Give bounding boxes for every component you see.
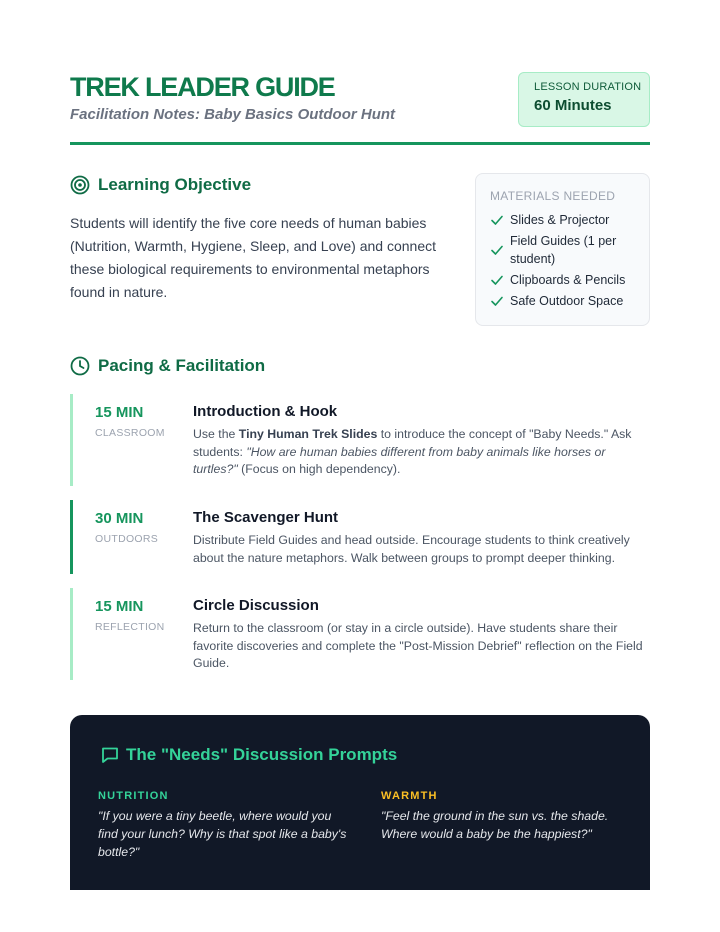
page-subtitle: Facilitation Notes: Baby Basics Outdoor Hunt (70, 106, 396, 123)
prompt-nutrition (98, 790, 348, 861)
page-title: TREK LEADER GUIDE (70, 72, 335, 102)
materials-item (490, 232, 637, 268)
learning-objective-label: Learning Objective (98, 175, 252, 194)
materials-card (475, 173, 650, 326)
materials-item (490, 271, 637, 289)
pacing-bar (70, 394, 73, 486)
pacing-time: 15 MIN (95, 598, 144, 615)
pacing-location: OUTDOORS (95, 533, 159, 545)
prompt-tag: WARMTH (381, 790, 438, 802)
materials-item-label: Field Guides (1 per student) (510, 234, 617, 266)
pacing-heading (70, 356, 265, 376)
materials-item-label: Safe Outdoor Space (510, 294, 624, 308)
pacing-title: Introduction & Hook (193, 403, 338, 420)
prompt-warmth (381, 790, 631, 843)
pacing-bar (70, 588, 73, 680)
pacing-block-intro (70, 394, 650, 486)
slides-name: Tiny Human Trek Slides (238, 427, 378, 441)
pacing-description: Use the Tiny Human Trek Slides to introduce the concept of "Baby Needs." Ask students: "How are human babies different from baby animals like horses or turtles?" (Focus on high dependency). (193, 427, 632, 476)
pacing-location: CLASSROOM (95, 427, 165, 439)
pacing-block-hunt (70, 500, 650, 574)
pacing-title: Circle Discussion (193, 597, 319, 614)
discussion-prompts-panel (70, 715, 650, 890)
clock-icon (70, 356, 90, 376)
pacing-time: 30 MIN (95, 510, 144, 527)
trek-leader-guide-page (70, 0, 650, 932)
materials-item-label: Clipboards & Pencils (510, 273, 626, 287)
hook-question: "How are human babies different from baby animals like horses or turtles?" (193, 444, 606, 476)
prompts-heading (100, 745, 397, 765)
check-icon (490, 213, 504, 227)
prompt-text: "If you were a tiny beetle, where would you find your lunch? Why is that spot like a baby's bottle?" (98, 809, 347, 859)
target-icon (70, 175, 90, 195)
pacing-title: The Scavenger Hunt (193, 509, 339, 526)
check-icon (490, 243, 504, 257)
pacing-time: 15 MIN (95, 404, 144, 421)
pacing-description: Return to the classroom (or stay in a circle outside). Have students share their favorite discoveries and complete the "Post-Mission Debrief" reflection on the Field Guide. (193, 621, 643, 670)
materials-item (490, 211, 637, 229)
pacing-label: Pacing & Facilitation (98, 356, 266, 375)
materials-item-label: Slides & Projector (510, 213, 610, 227)
prompts-label: The "Needs" Discussion Prompts (126, 745, 398, 764)
materials-title: MATERIALS NEEDED (490, 189, 616, 203)
page-header (70, 70, 650, 140)
learning-objective-heading (70, 175, 251, 195)
pacing-block-discussion (70, 588, 650, 680)
chat-bubble-icon (100, 745, 120, 765)
check-icon (490, 294, 504, 308)
pacing-description: Distribute Field Guides and head outside. Encourage students to think creatively about the nature metaphors. Walk between groups to prompt deeper thinking. (193, 533, 630, 565)
duration-label: LESSON DURATION (534, 81, 642, 93)
duration-value: 60 Minutes (534, 97, 612, 114)
lesson-duration-badge (518, 72, 650, 127)
prompt-tag: NUTRITION (98, 790, 169, 802)
header-divider (70, 142, 650, 145)
pacing-location: REFLECTION (95, 621, 165, 633)
materials-item (490, 292, 637, 310)
prompt-text: "Feel the ground in the sun vs. the shade. Where would a baby be the happiest?" (381, 809, 609, 841)
learning-objective-text: Students will identify the five core needs of human babies (Nutrition, Warmth, Hygiene, Sleep, and Love) and connect these biological requirements to environmental metaphors found in nature. (70, 215, 437, 300)
check-icon (490, 273, 504, 287)
pacing-bar (70, 500, 73, 574)
